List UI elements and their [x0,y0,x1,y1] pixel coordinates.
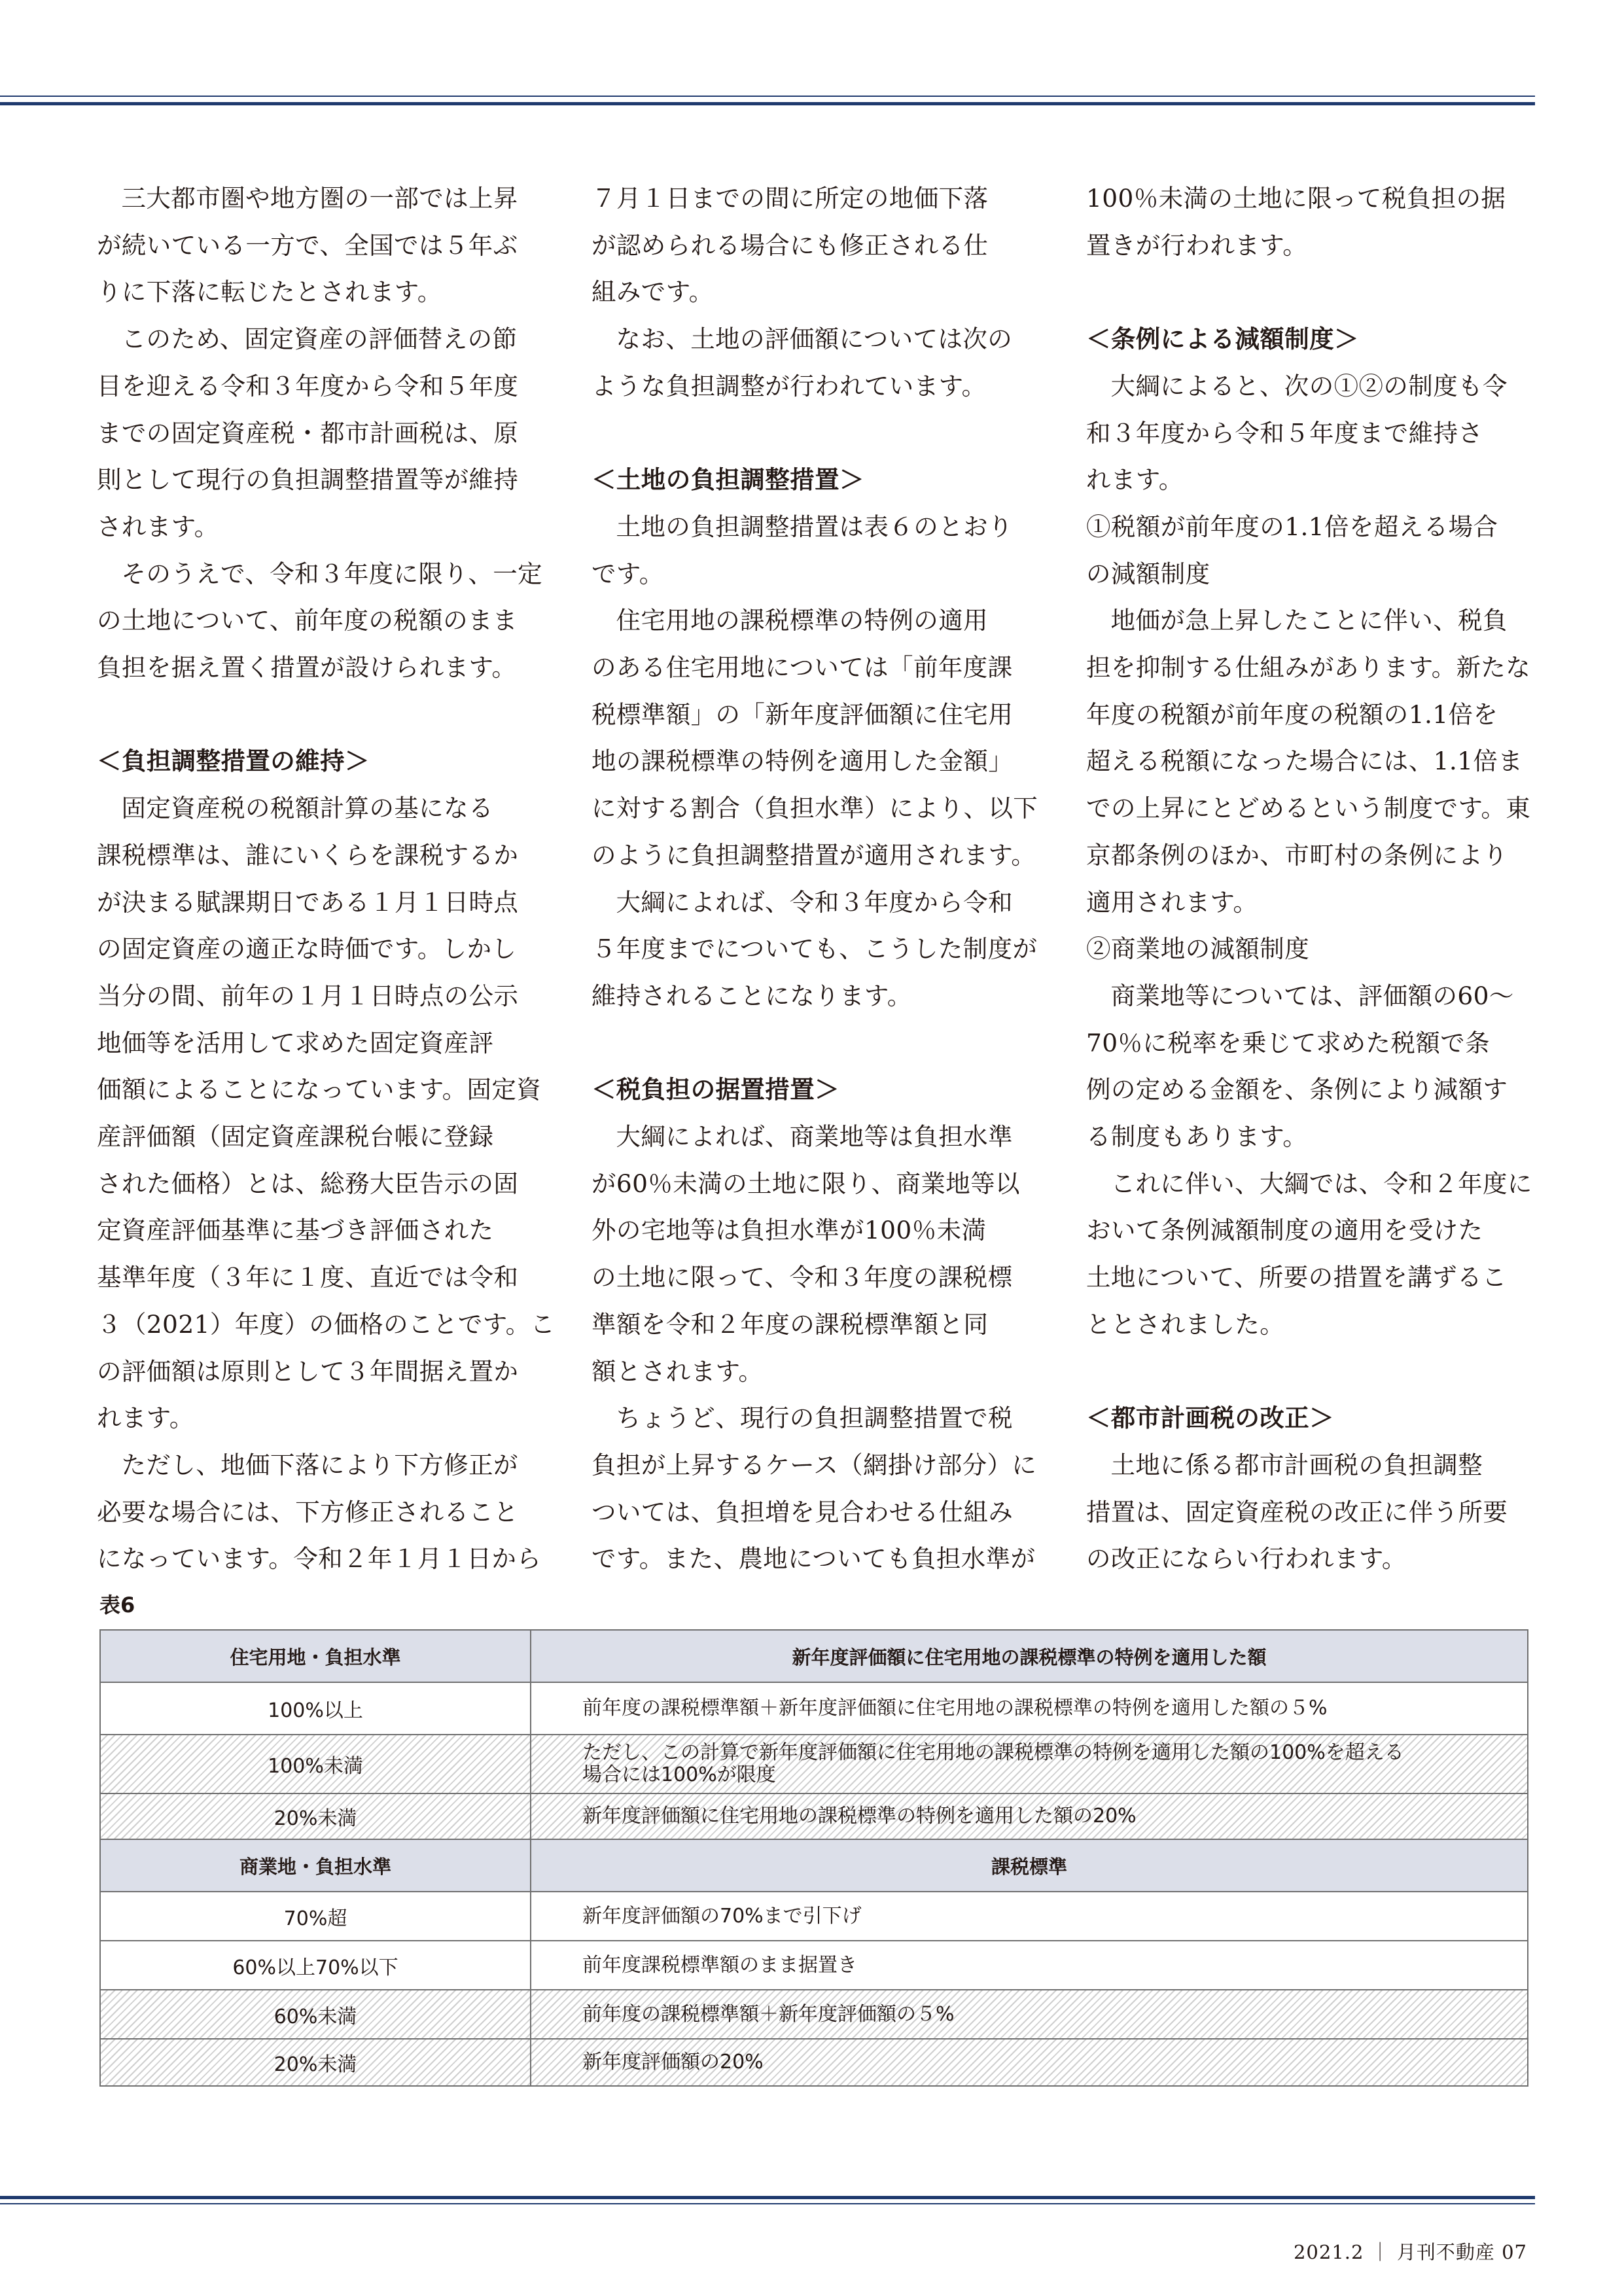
body-text-line: 大綱によれば、商業地等は負担水準 [616,1122,1013,1152]
body-text-line: ①税額が前年度の1.1倍を超える場合 [1086,512,1498,541]
table-row [100,1941,1528,1990]
body-text-line: 地価が急上昇したことに伴い、税負 [1110,606,1508,635]
body-text-line: 大綱によれば、令和３年度から令和 [616,887,1013,917]
body-text-line: 置きが行われます。 [1086,230,1308,260]
body-text-line: 税標準額」の「新年度評価額に住宅用 [591,699,1014,729]
body-text-line: ような負担調整が行われています。 [591,371,987,400]
body-text-line: が決まる賦課期日である１月１日時点 [97,887,519,917]
body-text-line: の減額制度 [1086,559,1210,588]
body-text-line: 土地について、所要の措置を講ずるこ [1086,1263,1507,1292]
body-text-line: 商業地等については、評価額の60～ [1110,981,1514,1010]
body-text-line: りに下落に転じたとされます。 [97,277,442,307]
body-text-line: 必要な場合には、下方修正されること [97,1497,519,1527]
body-text-line: です。また、農地についても負担水準が [591,1544,1036,1574]
body-text-line: 定資産評価基準に基づき評価された [97,1216,494,1245]
assessment-text-line: 前年度の課税標準額＋新年度評価額の５% [582,2002,955,2026]
assessment-cell [531,1793,1528,1839]
body-text-line: 例の定める金額を、条例により減額す [1086,1075,1508,1104]
assessment-cell [531,1990,1528,2039]
burden-level-cell: 20%未満 [100,2039,531,2086]
body-text-line: 則として現行の負担調整措置等が維持 [97,465,519,495]
body-text-line: ちょうど、現行の負担調整措置で税 [616,1404,1013,1433]
body-text-line: 住宅用地の課税標準の特例の適用 [616,606,988,635]
body-text-line: 土地の負担調整措置は表６のとおり [616,512,1013,541]
body-text-line: 地の課税標準の特例を適用した金額」 [591,747,1014,776]
header-cell-level: 住宅用地・負担水準 [100,1630,531,1682]
text-column-3 [1086,175,1531,1583]
table-row [100,2039,1528,2086]
body-text-line: 固定資産税の税額計算の基になる [121,794,493,823]
body-text-line: に対する割合（負担水準）により、以下 [591,794,1038,823]
body-text-line: 70％に税率を乗じて求めた税額で条 [1086,1028,1491,1057]
body-text-line: 大綱によると、次の①②の制度も令 [1110,371,1508,400]
body-text-line: が認められる場合にも修正される仕 [591,230,989,260]
body-text-line: 価額によることになっています。固定資 [97,1075,542,1104]
assessment-cell [531,1941,1528,1990]
assessment-cell [531,1892,1528,1941]
body-text-line: ただし、地価下落により下方修正が [121,1450,518,1479]
body-text-line: が続いている一方で、全国では５年ぶ [97,230,518,260]
body-text-line: が60％未満の土地に限り、商業地等以 [591,1169,1020,1198]
section-heading: ＜土地の負担調整措置＞ [591,465,864,495]
body-text-line: 準額を令和２年度の課税標準額と同 [591,1309,989,1339]
body-text-line: 課税標準は、誰にいくらを課税するか [97,840,519,870]
footer-rule-thin [0,2203,1535,2204]
assessment-text-line: 前年度の課税標準額＋新年度評価額に住宅用地の課税標準の特例を適用した額の５% [582,1697,1328,1720]
section-gap [591,1020,1036,1067]
assessment-text-line: 前年度課税標準額のまま据置き [582,1953,857,1977]
body-text-line: 三大都市圏や地方圏の一部では上昇 [121,184,518,213]
body-text-line: の改正にならい行われます。 [1086,1544,1407,1574]
table-row [100,1990,1528,2039]
body-text-line: ととされました。 [1086,1309,1285,1339]
header-cell-amount: 新年度評価額に住宅用地の課税標準の特例を適用した額 [531,1630,1528,1682]
section-heading: ＜都市計画税の改正＞ [1086,1404,1334,1433]
body-text-line: までの固定資産税・都市計画税は、原 [97,418,519,448]
assessment-cell [531,2039,1528,2086]
body-text-line: れます。 [1086,465,1184,495]
body-text-line: ３（2021）年度）の価格のことです。こ [97,1309,556,1339]
assessment-text-line: 新年度評価額の20% [582,2051,764,2074]
header-cell-level: 商業地・負担水準 [100,1839,531,1892]
header-rule-thick [0,102,1535,105]
body-text-line: このため、固定資産の評価替えの節 [121,325,518,354]
table-title: 表6 [99,1593,135,1617]
body-text-line: 和３年度から令和５年度まで維持さ [1086,418,1483,448]
burden-level-cell: 70%超 [100,1892,531,1941]
body-text-line: なお、土地の評価額については次の [616,325,1013,354]
section-gap [591,410,1036,457]
section-gap [1086,1349,1531,1396]
body-text-line: での上昇にとどめるという制度です。東 [1086,794,1531,823]
body-text-line: ついては、負担増を見合わせる仕組み [591,1497,1014,1527]
body-text-line: されます。 [97,512,219,541]
burden-level-cell: 20%未満 [100,1793,531,1839]
table-row [100,1892,1528,1941]
section-heading: ＜条例による減額制度＞ [1086,325,1359,354]
body-text-line: のように負担調整措置が適用されます。 [591,840,1036,870]
header-cell-amount: 課税標準 [531,1839,1528,1892]
body-text-line: 基準年度（３年に１度、直近では令和 [97,1263,519,1292]
body-text-line: おいて条例減額制度の適用を受けた [1086,1216,1483,1245]
body-text-line: の土地について、前年度の税額のまま [97,606,518,635]
section-gap [97,692,542,739]
body-text-line: になっています。令和２年１月１日から [97,1544,542,1574]
body-text-line: ７月１日までの間に所定の地価下落 [591,184,989,213]
body-text-line: 京都条例のほか、市町村の条例により [1086,840,1508,870]
body-text-line: 地価等を活用して求めた固定資産評 [97,1028,494,1057]
body-text-line: 組みです。 [591,277,714,307]
body-text-line: 当分の間、前年の１月１日時点の公示 [97,981,519,1010]
section-heading: ＜税負担の据置措置＞ [591,1075,839,1104]
body-text-line: の土地に限って、令和３年度の課税標 [591,1263,1013,1292]
table-header-row [100,1630,1528,1682]
body-text-line: 維持されることになります。 [591,981,912,1010]
body-text-line: の評価額は原則として３年間据え置か [97,1356,519,1386]
section-heading: ＜負担調整措置の維持＞ [97,747,370,776]
assessment-text-line: 新年度評価額の70%まで引下げ [582,1904,862,1928]
table-row [100,1793,1528,1839]
body-text-line: 年度の税額が前年度の税額の1.1倍を [1086,699,1498,729]
burden-level-cell: 100%未満 [100,1735,531,1793]
footer-rule-thick [0,2196,1535,2199]
body-text-line: れます。 [97,1404,194,1433]
body-text-line: 負担が上昇するケース（網掛け部分）に [591,1450,1037,1479]
assessment-cell [531,1682,1528,1735]
burden-level-cell: 60%未満 [100,1990,531,2039]
body-text-line: 外の宅地等は負担水準が100％未満 [591,1216,987,1245]
assessment-cell [531,1735,1528,1793]
table-row [100,1682,1528,1735]
body-text-line: 産評価額（固定資産課税台帳に登録 [97,1122,494,1152]
body-text-line: の固定資産の適正な時価です。しかし [97,934,517,964]
body-text-line: 適用されます。 [1086,887,1258,917]
body-text-line: 担を抑制する仕組みがあります。新たな [1086,653,1531,682]
body-text-line: 100％未満の土地に限って税負担の据 [1086,184,1506,213]
assessment-text-line: 新年度評価額に住宅用地の課税標準の特例を適用した額の20% [582,1805,1137,1828]
body-text-line: 目を迎える令和３年度から令和５年度 [97,371,519,400]
page-footer: 2021.2 ｜ 月刊不動産 07 [1293,2241,1527,2263]
body-text-line: 土地に係る都市計画税の負担調整 [1110,1450,1483,1479]
table-row [100,1735,1528,1793]
body-text-line: そのうえで、令和３年度に限り、一定 [121,559,543,588]
body-text-line: 負担を据え置く措置が設けられます。 [97,653,517,682]
section-gap [1086,269,1531,316]
text-column-1 [97,175,556,1583]
body-text-line: 額とされます。 [591,1356,764,1386]
assessment-text-line: 場合には100%が限度 [582,1763,776,1786]
body-text-line: された価格）とは、総務大臣告示の固 [97,1169,519,1198]
body-text-line: 措置は、固定資産税の改正に伴う所要 [1086,1497,1508,1527]
body-text-line: のある住宅用地については「前年度課 [591,653,1013,682]
assessment-text-line: ただし、この計算で新年度評価額に住宅用地の課税標準の特例を適用した額の100%を超える [582,1741,1404,1764]
body-text-line: ５年度までについても、こうした制度が [591,934,1038,964]
text-column-2 [591,175,1036,1583]
body-text-line: る制度もあります。 [1086,1122,1308,1152]
body-text-line: ②商業地の減額制度 [1086,934,1310,964]
body-text-line: です。 [591,559,664,588]
body-text-line: これに伴い、大綱では、令和２年度に [1110,1169,1532,1198]
burden-level-cell: 100%以上 [100,1682,531,1735]
burden-level-cell: 60%以上70%以下 [100,1941,531,1990]
body-text-line: 超える税額になった場合には、1.1倍ま [1086,747,1523,776]
table-header-row [100,1839,1528,1892]
header-rule-thin [0,96,1535,97]
burden-adjustment-table [99,1629,1528,2087]
